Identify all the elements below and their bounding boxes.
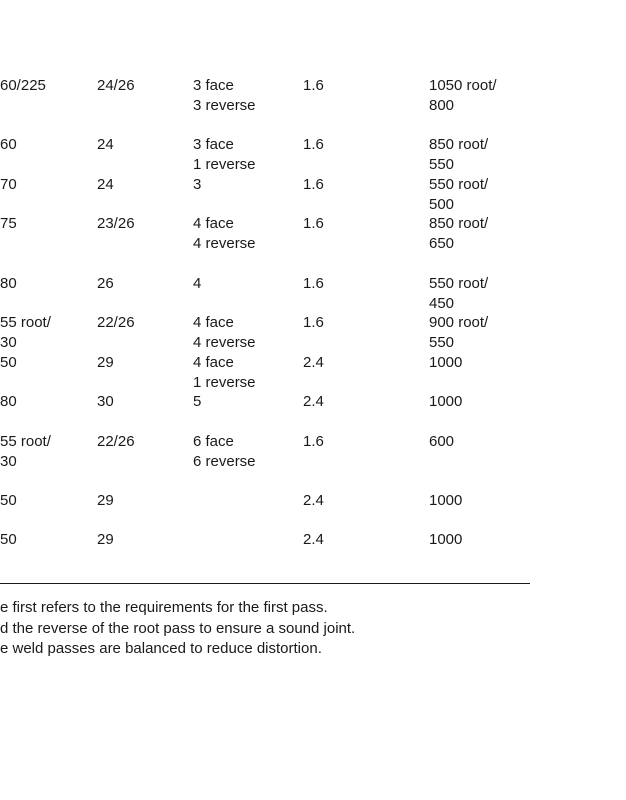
cell-line: 60 (0, 136, 17, 153)
cell-line: 2.4 (303, 354, 324, 371)
cell-line: 550 (429, 155, 455, 173)
cell-line: 2.4 (303, 393, 324, 410)
col-4-electrode (303, 274, 324, 294)
col-3-passes (193, 392, 201, 412)
cell-line: 3 face (193, 77, 234, 94)
cell-line: 550 (429, 333, 455, 351)
col-3-passes (193, 353, 256, 392)
cell-line: 4 (193, 275, 202, 292)
col-2-value (97, 432, 135, 452)
cell-line: 550 root/ (429, 275, 489, 292)
col-5-current (429, 530, 462, 550)
col-4-electrode (303, 392, 324, 412)
col-1-value (0, 491, 17, 511)
col-2-value (97, 175, 114, 195)
cell-line: 60/225 (0, 77, 46, 94)
cell-line: 6 face (193, 433, 234, 450)
col-3-passes (193, 274, 201, 294)
col-1-value (0, 313, 51, 352)
cell-line: 1.6 (303, 136, 324, 153)
cell-line: 850 root/ (429, 136, 489, 153)
col-1-value (0, 76, 46, 96)
col-2-value (97, 491, 114, 511)
cell-line: 1.6 (303, 77, 324, 94)
col-2-value (97, 214, 135, 234)
cell-line: 4 face (193, 215, 234, 232)
footnote: e first refers to the requirements for the first pass. (0, 599, 328, 616)
cell-line: 1050 root/ (429, 77, 497, 94)
cell-line: 24/26 (97, 77, 135, 94)
cell-line: 70 (0, 176, 17, 193)
cell-line: 1 reverse (193, 373, 256, 391)
col-1-value (0, 135, 17, 155)
col-1-value (0, 214, 17, 234)
col-2-value (97, 353, 114, 373)
col-1-value (0, 274, 17, 294)
col-5-current (429, 274, 488, 313)
cell-line: 30 (0, 333, 17, 351)
cell-line: 22/26 (97, 433, 135, 450)
cell-line: 3 reverse (193, 96, 256, 114)
col-1-value (0, 175, 17, 195)
cell-line: 55 root/ (0, 433, 51, 450)
col-5-current (429, 313, 488, 352)
col-4-electrode (303, 135, 324, 155)
cell-line: 1000 (429, 531, 463, 548)
cell-line: 850 root/ (429, 215, 489, 232)
col-2-value (97, 274, 114, 294)
col-5-current (429, 353, 462, 373)
cell-line: 1.6 (303, 433, 324, 450)
cell-line: 1.6 (303, 275, 324, 292)
cell-line: 4 face (193, 354, 234, 371)
col-3-passes (193, 313, 256, 352)
col-5-current (429, 491, 462, 511)
col-4-electrode (303, 313, 324, 333)
cell-line: 2.4 (303, 492, 324, 509)
col-1-value (0, 392, 17, 412)
col-4-electrode (303, 76, 324, 96)
cell-line: 6 reverse (193, 452, 256, 470)
cell-line: 5 (193, 393, 202, 410)
cell-line: 26 (97, 275, 114, 292)
col-2-value (97, 76, 135, 96)
col-5-current (429, 214, 488, 253)
col-5-current (429, 175, 488, 214)
cell-line: 900 root/ (429, 314, 489, 331)
cell-line: 1 reverse (193, 155, 256, 173)
cell-line: 24 (97, 176, 114, 193)
col-3-passes (193, 175, 201, 195)
cell-line: 650 (429, 234, 455, 252)
cell-line: 75 (0, 215, 17, 232)
cell-line: 29 (97, 492, 114, 509)
cell-line: 600 (429, 433, 455, 450)
cell-line: 50 (0, 354, 17, 371)
col-1-value (0, 353, 17, 373)
cell-line: 4 reverse (193, 333, 256, 351)
cell-line: 500 (429, 195, 455, 213)
col-2-value (97, 313, 135, 333)
cell-line: 1.6 (303, 215, 324, 232)
col-2-value (97, 392, 114, 412)
col-3-passes (193, 135, 256, 174)
cell-line: 3 (193, 176, 202, 193)
cell-line: 30 (97, 393, 114, 410)
cell-line: 24 (97, 136, 114, 153)
col-4-electrode (303, 530, 324, 550)
col-5-current (429, 135, 488, 174)
cell-line: 4 reverse (193, 234, 256, 252)
cell-line: 450 (429, 294, 455, 312)
cell-line: 3 face (193, 136, 234, 153)
cell-line: 550 root/ (429, 176, 489, 193)
col-4-electrode (303, 491, 324, 511)
col-5-current (429, 392, 462, 412)
cell-line: 50 (0, 531, 17, 548)
footnote: e weld passes are balanced to reduce distortion. (0, 640, 322, 657)
cell-line: 29 (97, 354, 114, 371)
cell-line: 4 face (193, 314, 234, 331)
cell-line: 30 (0, 452, 17, 470)
cell-line: 2.4 (303, 531, 324, 548)
col-2-value (97, 135, 114, 155)
cell-line: 1000 (429, 354, 463, 371)
cell-line: 1000 (429, 393, 463, 410)
col-3-passes (193, 76, 256, 115)
cell-line: 23/26 (97, 215, 135, 232)
col-2-value (97, 530, 114, 550)
cell-line: 1.6 (303, 176, 324, 193)
col-5-current (429, 432, 454, 452)
col-1-value (0, 530, 17, 550)
cell-line: 800 (429, 96, 455, 114)
cell-line: 80 (0, 393, 17, 410)
col-1-value (0, 432, 51, 471)
cell-line: 80 (0, 275, 17, 292)
cell-line: 29 (97, 531, 114, 548)
cell-line: 1000 (429, 492, 463, 509)
col-3-passes (193, 432, 256, 471)
cell-line: 22/26 (97, 314, 135, 331)
col-4-electrode (303, 175, 324, 195)
col-4-electrode (303, 214, 324, 234)
footnote: d the reverse of the root pass to ensure a sound joint. (0, 620, 356, 637)
col-4-electrode (303, 432, 324, 452)
table-bottom-rule (0, 583, 530, 584)
cell-line: 1.6 (303, 314, 324, 331)
col-4-electrode (303, 353, 324, 373)
col-3-passes (193, 214, 256, 253)
col-5-current (429, 76, 497, 115)
cell-line: 50 (0, 492, 17, 509)
cell-line: 55 root/ (0, 314, 51, 331)
